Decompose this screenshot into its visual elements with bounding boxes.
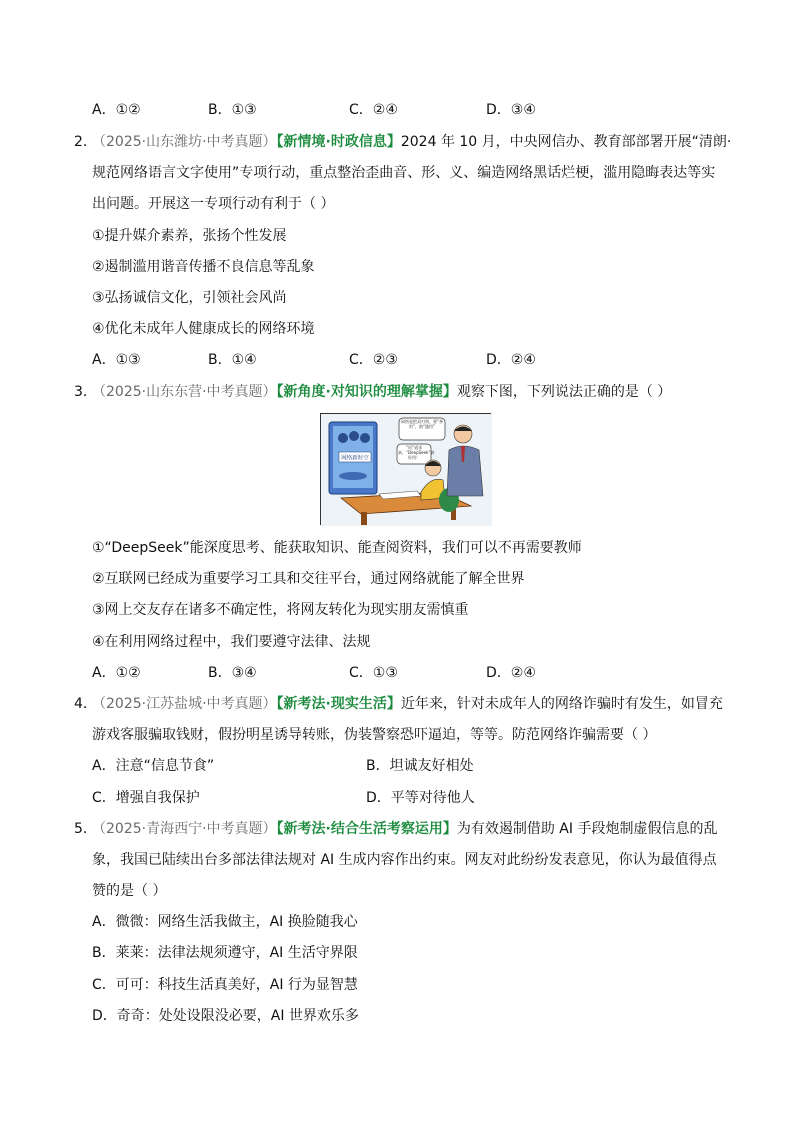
q3-cartoon-figure	[320, 413, 491, 525]
q2-option-c: C．②③	[349, 352, 398, 368]
q4-number: 4．	[74, 696, 97, 712]
q3-option-d: D．②④	[486, 665, 536, 681]
q5-tag: 【新考法·结合生活考察运用】	[276, 821, 457, 837]
q5-stem-line-2: 象，我国已陆续出台多部法律法规对 AI 生成内容作出约束。网友对此纷纷发表意见，你认为最值得点	[92, 852, 717, 868]
q3-stem-line	[92, 382, 671, 402]
q4-option-b: B．坦诚友好相处	[366, 758, 474, 774]
q4-option-a: A．注意“信息节食”	[92, 758, 215, 774]
q4-stem-text-1: 近年来，针对未成年人的网络诈骗时有发生，如冒充	[400, 696, 723, 712]
q4-stem-line-1	[92, 694, 723, 714]
q5-option-a: A．微微：网络生活我做主，AI 换脸随我心	[92, 914, 358, 930]
q5-stem-text-1: 为有效遏制借助 AI 手段炮制虚假信息的乱	[456, 821, 718, 837]
q2-option-a: A．①③	[92, 352, 141, 368]
q3-item-3: ③网上交友存在诸多不确定性，将网友转化为现实朋友需慎重	[92, 602, 469, 618]
q3-item-1: ①“DeepSeek”能深度思考、能获取知识、能查阅资料，我们可以不再需要教师	[92, 540, 582, 556]
q1-option-c: C．②④	[349, 102, 398, 118]
q2-item-4: ④优化未成年人健康成长的网络环境	[92, 321, 315, 337]
q2-stem-line-3: 出问题。开展这一专项行动有利于（ ）	[92, 196, 335, 212]
q2-item-2: ②遏制滥用谐音传播不良信息等乱象	[92, 259, 315, 275]
q2-option-d: D．②④	[486, 352, 536, 368]
q3-item-2: ②互联网已经成为重要学习工具和交往平台，通过网络就能了解全世界	[92, 571, 525, 587]
q2-option-b: B．①④	[208, 352, 257, 368]
q1-option-b: B．①③	[208, 102, 257, 118]
q4-option-c: C．增强自我保护	[92, 790, 200, 806]
q2-stem-text-1: 2024 年 10 月，中央网信办、教育部部署开展“清朗·	[400, 134, 732, 150]
q3-option-c: C．①③	[349, 665, 398, 681]
q4-stem-line-2: 游戏客服骗取钱财，假扮明星诱导转账，伪装警察恐吓逼迫，等等。防范网络诈骗需要（ ）	[92, 727, 657, 743]
q1-option-a: A．①②	[92, 102, 141, 118]
q3-option-b: B．③④	[208, 665, 257, 681]
screen-text: 网络新时空	[341, 455, 369, 462]
q2-item-3: ③弘扬诚信文化，引领社会风尚	[92, 290, 287, 306]
q2-number: 2．	[74, 134, 97, 150]
q3-item-4: ④在利用网络过程中，我们要遵守法律、法规	[92, 634, 371, 650]
teacher-bubble-text: 网络是把双刃剑，要“善用”，防“滥用”	[400, 419, 444, 429]
q4-source: （2025·江苏盐城·中考真题）	[92, 696, 277, 712]
q3-source: （2025·山东东营·中考真题）	[92, 384, 277, 400]
q2-source: （2025·山东潍坊·中考真题）	[92, 134, 277, 150]
q3-tag: 【新角度·对知识的理解掌握】	[276, 384, 457, 400]
q5-number: 5．	[74, 821, 97, 837]
q2-tag: 【新情境·时政信息】	[276, 134, 401, 150]
q3-number: 3．	[74, 384, 97, 400]
q5-source: （2025·青海西宁·中考真题）	[92, 821, 277, 837]
student-bubble-text: “问”道求真，“DeepSeek”真好用！	[398, 445, 435, 460]
q2-item-1: ①提升媒介素养，张扬个性发展	[92, 228, 287, 244]
q5-option-c: C．可可：科技生活真美好，AI 行为显智慧	[92, 977, 358, 993]
q4-tag: 【新考法·现实生活】	[276, 696, 401, 712]
q3-option-a: A．①②	[92, 665, 141, 681]
q4-option-d: D．平等对待他人	[366, 790, 475, 806]
q5-option-b: B．莱莱：法律法规须遵守，AI 生活守界限	[92, 945, 358, 961]
q5-stem-line-1	[92, 819, 717, 839]
q3-stem-text: 观察下图，下列说法正确的是（ ）	[456, 384, 672, 400]
q2-stem-line-1	[92, 132, 731, 152]
cartoon-illustration	[321, 414, 492, 526]
q1-option-d: D．③④	[486, 102, 536, 118]
q5-option-d: D．奇奇：处处设限没必要，AI 世界欢乐多	[92, 1008, 359, 1024]
q5-stem-line-3: 赞的是（ ）	[92, 883, 167, 899]
q2-stem-line-2: 规范网络语言文字使用”专项行动，重点整治歪曲音、形、义、编造网络黑话烂梗，滥用隐晦表达等实	[92, 165, 716, 181]
